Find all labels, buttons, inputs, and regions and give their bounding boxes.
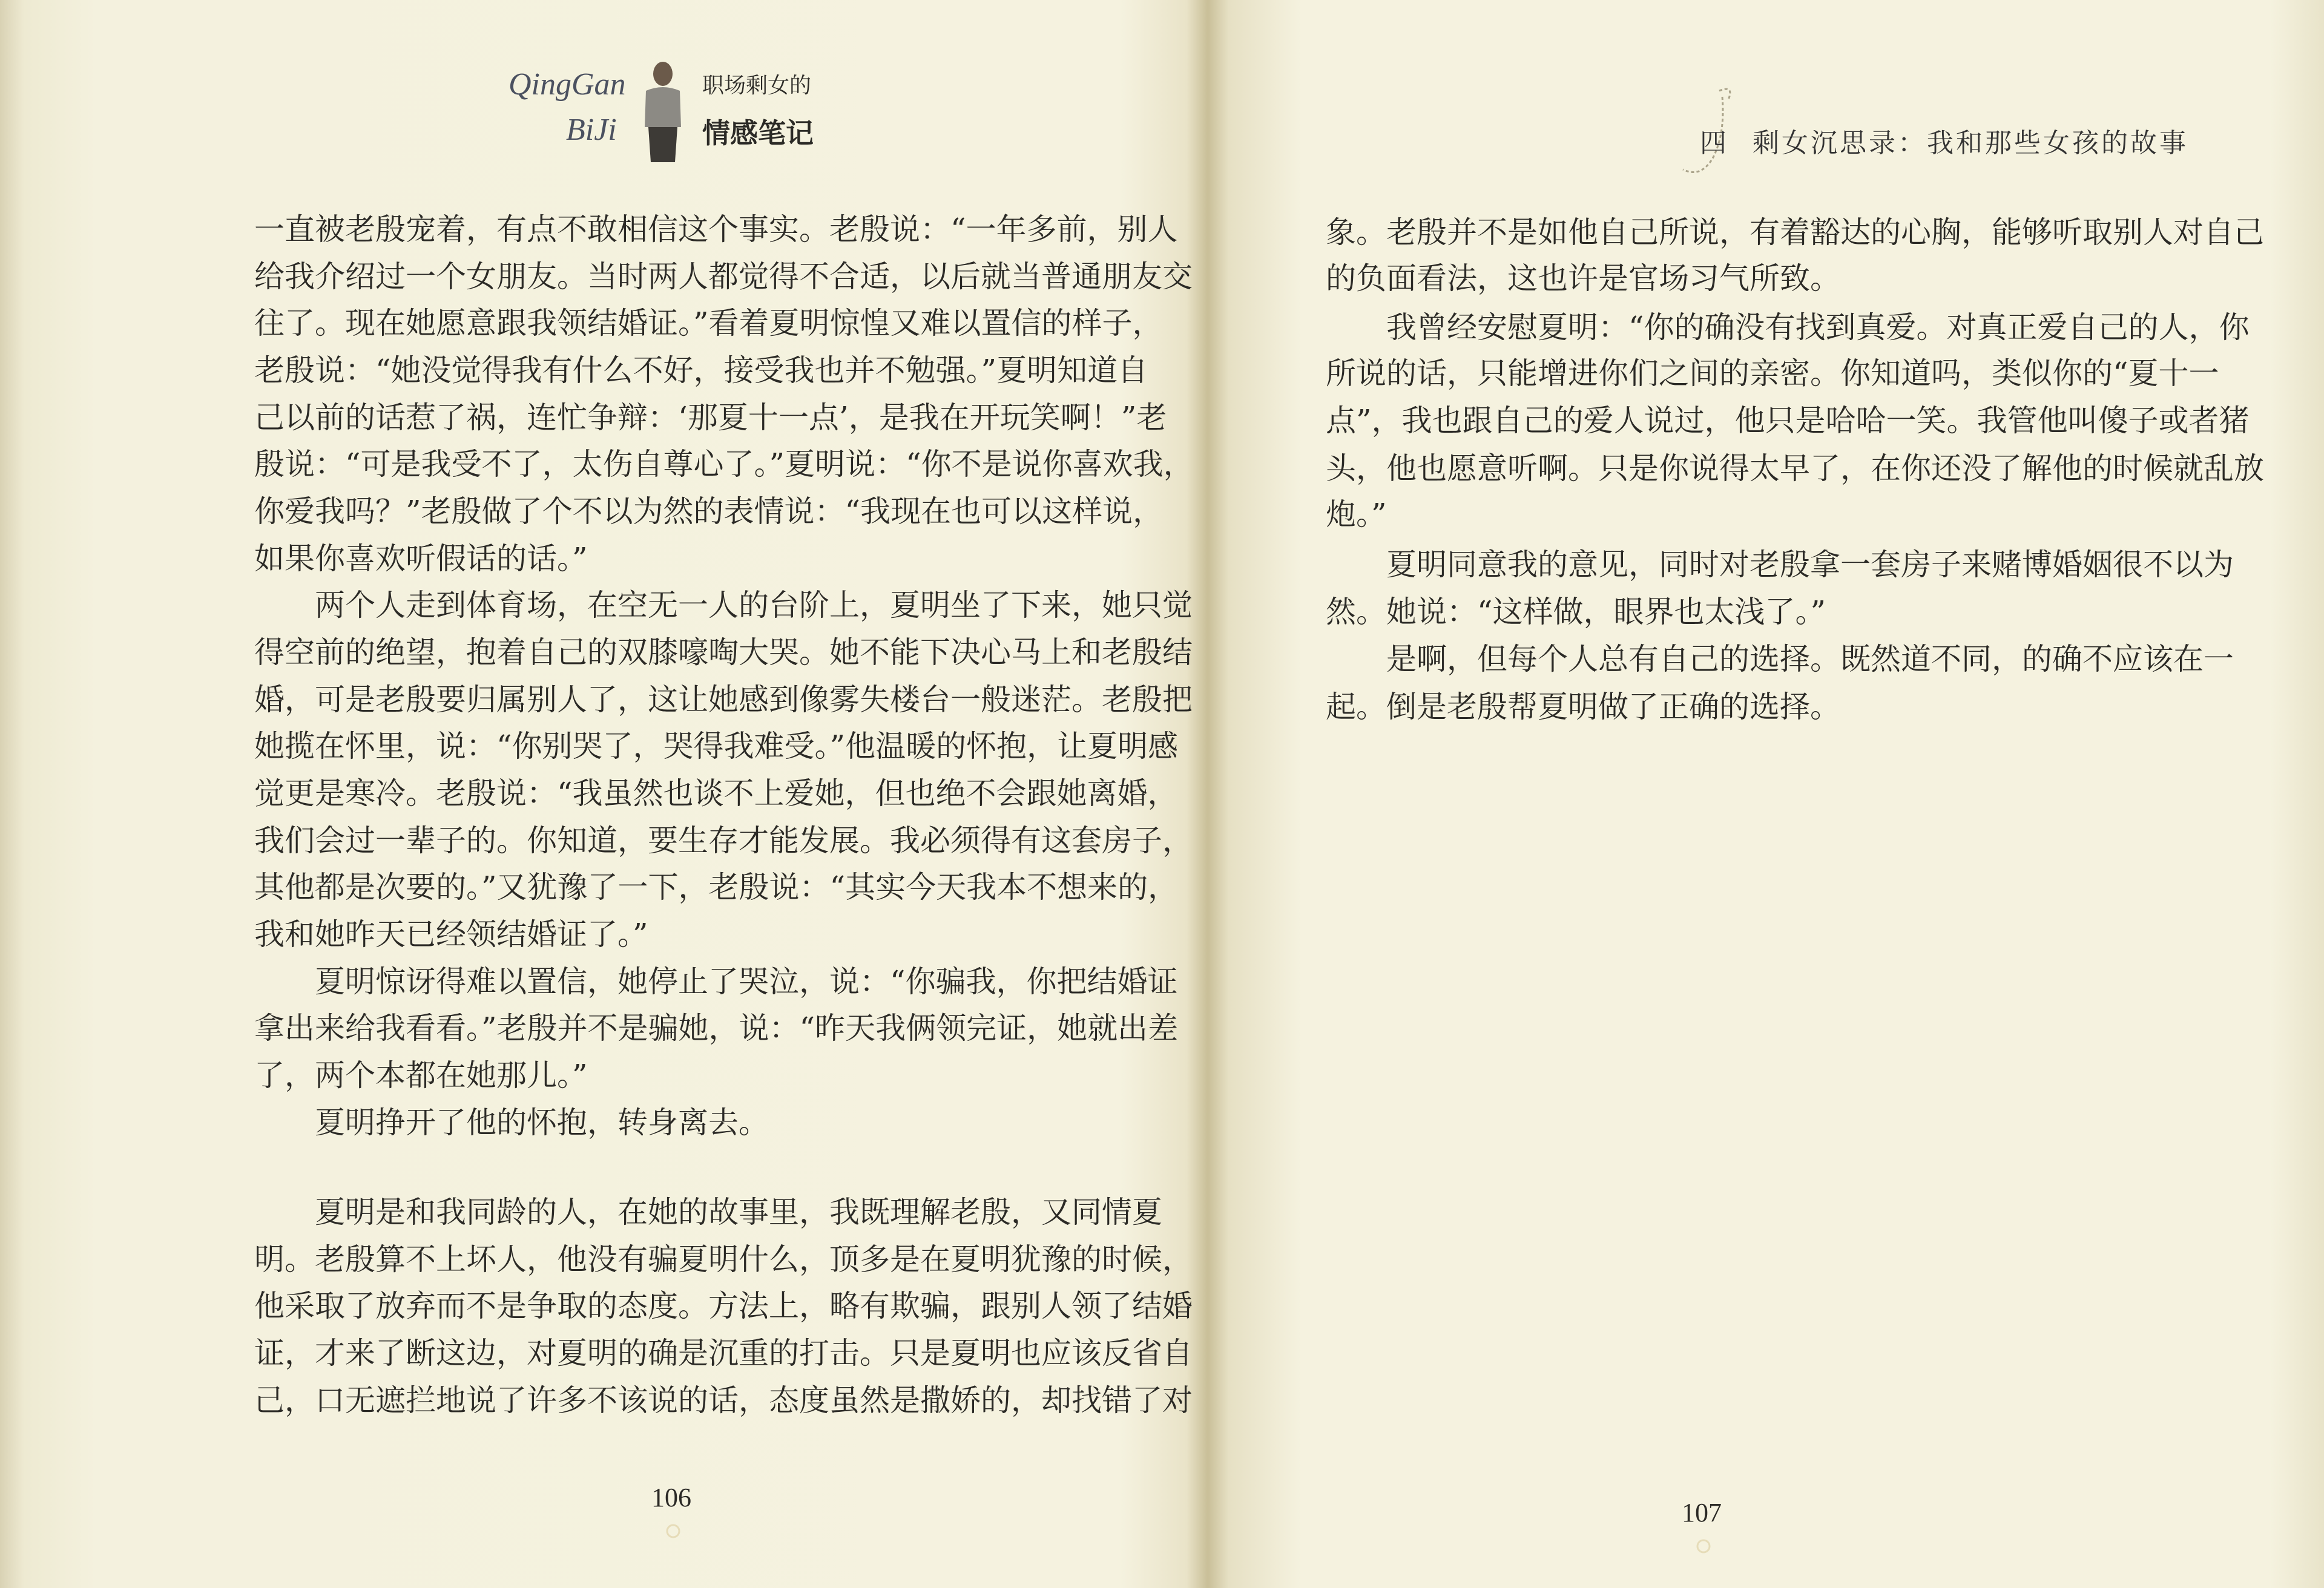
text-line: 了，两个本都在她那儿。” [254,1058,588,1093]
text-line: 往了。现在她愿意跟我领结婚证。”看着夏明惊惶又难以置信的样子， [254,306,1163,341]
header-subtitle: 职场剩女的 [702,73,812,98]
text-line: 明。老殷算不上坏人，他没有骗夏明什么，顶多是在夏明犹豫的时候， [254,1242,1193,1277]
text-line: 我和她昨天已经领结婚证了。” [254,917,648,952]
woman-figure-icon [633,61,693,163]
text-line: 然。她说：“这样做，眼界也太浅了。” [1326,594,1826,629]
text-line: 两个人走到体育场，在空无一人的台阶上，夏明坐了下来，她只觉 [315,588,1193,623]
text-line: 头，他也愿意听啊。只是你说得太早了，在你还没了解他的时候就乱放 [1326,451,2264,486]
text-line: 我曾经安慰夏明：“你的确没有找到真爱。对真正爱自己的人，你 [1386,310,2250,345]
text-line: 我们会过一辈子的。你知道，要生存才能发展。我必须得有这套房子， [254,823,1193,858]
text-line: 给我介绍过一个女朋友。当时两人都觉得不合适，以后就当普通朋友交 [254,259,1193,294]
text-line: 你爱我吗？”老殷做了个不以为然的表情说：“我现在也可以这样说， [254,494,1164,529]
text-line: 一直被老殷宠着，有点不敢相信这个事实。老殷说：“一年多前，别人 [254,212,1178,247]
text-line: 拿出来给我看看。”老殷并不是骗她，说：“昨天我俩领完证，她就出差 [254,1011,1179,1046]
text-line: 点”，我也跟自己的爱人说过，他只是哈哈一笑。我管他叫傻子或者猪 [1326,403,2250,438]
text-line: 证，才来了断这边，对夏明的确是沉重的打击。只是夏明也应该反省自 [254,1336,1193,1371]
page-number: 107 [1682,1498,1722,1527]
text-line: 婚，可是老殷要归属别人了，这让她感到像雾失楼台一般迷茫。老殷把 [254,682,1193,717]
text-line: 如果你喜欢听假话的话。” [254,541,588,576]
text-line: 己以前的话惹了祸，连忙争辩：‘那夏十一点’，是我在开玩笑啊！”老 [254,400,1167,435]
text-line: 是啊，但每个人总有自己的选择。既然道不同，的确不应该在一 [1386,641,2234,677]
text-line: 老殷说：“她没觉得我有什么不好，接受我也并不勉强。”夏明知道自 [254,353,1148,388]
logo-latin-qinggan: QingGan [509,67,626,102]
page-number: 106 [651,1483,691,1512]
text-line: 的负面看法，这也许是官场习气所致。 [1326,261,1840,296]
flower-ornament-icon [1685,1537,1722,1555]
text-line: 起。倒是老殷帮夏明做了正确的选择。 [1326,689,1840,724]
text-line: 所说的话，只能增进你们之间的亲密。你知道吗，类似你的“夏十一 [1326,356,2219,391]
text-line: 夏明同意我的意见，同时对老殷拿一套房子来赌博婚姻很不以为 [1386,547,2234,582]
text-line: 夏明是和我同龄的人，在她的故事里，我既理解老殷，又同情夏 [315,1195,1162,1230]
text-line: 夏明挣开了他的怀抱，转身离去。 [315,1105,769,1140]
logo-latin-biji: BiJi [566,113,617,147]
flower-ornament-icon [655,1522,691,1540]
text-line: 她揽在怀里，说：“你别哭了，哭得我难受。”他温暖的怀抱，让夏明感 [254,729,1179,764]
running-head-title: 剩女沉思录：我和那些女孩的故事 [1753,128,2188,159]
text-line: 夏明惊讶得难以置信，她停止了哭泣，说：“你骗我，你把结婚证 [315,964,1178,999]
text-line: 象。老殷并不是如他自己所说，有着豁达的心胸，能够听取别人对自己 [1326,215,2264,250]
text-line: 得空前的绝望，抱着自己的双膝嚎啕大哭。她不能下决心马上和老殷结 [254,635,1193,670]
chapter-number: 四 [1700,128,1727,159]
text-line: 觉更是寒冷。老殷说：“我虽然也谈不上爱她，但也绝不会跟她离婚， [254,776,1178,811]
text-line: 炮。” [1326,497,1387,532]
text-line: 其他都是次要的。”又犹豫了一下，老殷说：“其实今天我本不想来的， [254,870,1179,905]
text-line: 己，口无遮拦地说了许多不该说的话，态度虽然是撒娇的，却找错了对 [254,1383,1193,1418]
text-line: 殷说：“可是我受不了，太伤自尊心了。”夏明说：“你不是说你喜欢我， [254,447,1194,482]
book-logo [509,48,814,169]
header-title: 情感笔记 [702,117,814,149]
text-line: 他采取了放弃而不是争取的态度。方法上，略有欺骗，跟别人领了结婚 [254,1288,1193,1324]
